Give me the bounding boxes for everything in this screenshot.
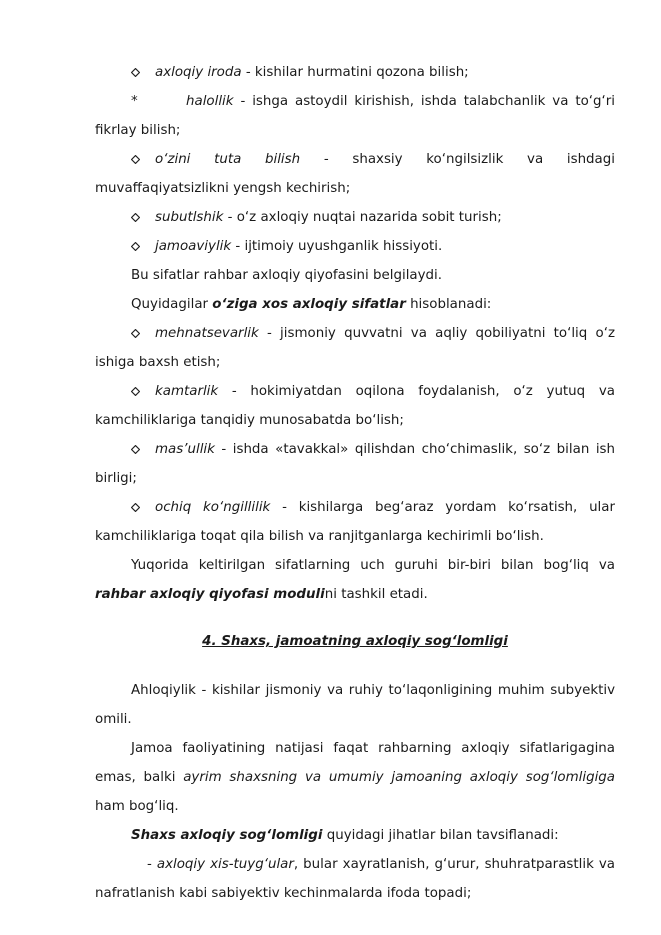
section-heading: 4. Shaxs, jamoatning axloqiy sog‘lomligi	[202, 634, 508, 649]
list-item: * halollik - ishga astoydil kirishish, ishda talabchanlik va to‘g‘ri fikrlay bilish;	[95, 87, 615, 145]
list-item: jamoaviylik - ijtimoiy uyushganlik hissiyoti.	[95, 232, 615, 261]
paragraph: Jamoa faoliyatining natijasi faqat rahbarning axloqiy sifatlarigagina emas, balki ayrim shaxsning va umumiy jamoaning axloqiy sog‘lomligiga ham bog‘liq.	[95, 741, 615, 814]
diamond-bullet-icon	[131, 435, 155, 464]
paragraph: Shaxs axloqiy sog‘lomligi quyidagi jihatlar bilan tavsiflanadi:	[131, 828, 559, 843]
paragraph: Bu sifatlar rahbar axloqiy qiyofasini belgilaydi.	[131, 268, 443, 283]
paragraph: Ahloqiylik - kishilar jismoniy va ruhiy to‘laqonligining muhim subyektiv omili.	[95, 683, 615, 727]
diamond-bullet-icon	[131, 319, 155, 348]
diamond-bullet-icon	[131, 145, 155, 174]
list-item: subutlshik - o‘z axloqiy nuqtai nazarida sobit turish;	[95, 203, 615, 232]
diamond-bullet-icon	[131, 203, 155, 232]
list-item: kamtarlik - hokimiyatdan oqilona foydalanish, o‘z yutuq va kamchiliklariga tanqidiy munosabatda bo‘lish;	[95, 377, 615, 435]
paragraph: Quyidagilar o‘ziga xos axloqiy sifatlar hisoblanadi:	[131, 297, 492, 312]
list-item: axloqiy iroda - kishilar hurmatini qozona bilish;	[95, 58, 615, 87]
star-bullet: *	[131, 94, 138, 109]
list-item: mehnatsevarlik - jismoniy quvvatni va aqliy qobiliyatni to‘liq o‘z ishiga baxsh etish;	[95, 319, 615, 377]
diamond-bullet-icon	[131, 493, 155, 522]
diamond-bullet-icon	[131, 58, 155, 87]
document-page	[95, 58, 615, 908]
paragraph: Yuqorida keltirilgan sifatlarning uch guruhi bir-biri bilan bog‘liq va rahbar axloqiy qiyofasi modulini tashkil etadi.	[95, 558, 615, 602]
list-item: ochiq ko‘ngillilik - kishilarga beg‘araz yordam ko‘rsatish, ular kamchiliklariga toqat qila bilish va ranjitganlarga kechirimli bo‘lish.	[95, 493, 615, 551]
list-item: mas’ullik - ishda «tavakkal» qilishdan cho‘chimaslik, so‘z bilan ish birligi;	[95, 435, 615, 493]
list-item: o‘zini tuta bilish - shaxsiy ko‘ngilsizlik va ishdagi muvaffaqiyatsizlikni yengsh kechirish;	[95, 145, 615, 203]
paragraph: - axloqiy xis-tuyg‘ular, bular xayratlanish, g‘urur, shuhratparastlik va nafratlanish kabi sabiyektiv kechinmalarda ifoda topadi;	[95, 857, 615, 901]
diamond-bullet-icon	[131, 377, 155, 406]
diamond-bullet-icon	[131, 232, 155, 261]
